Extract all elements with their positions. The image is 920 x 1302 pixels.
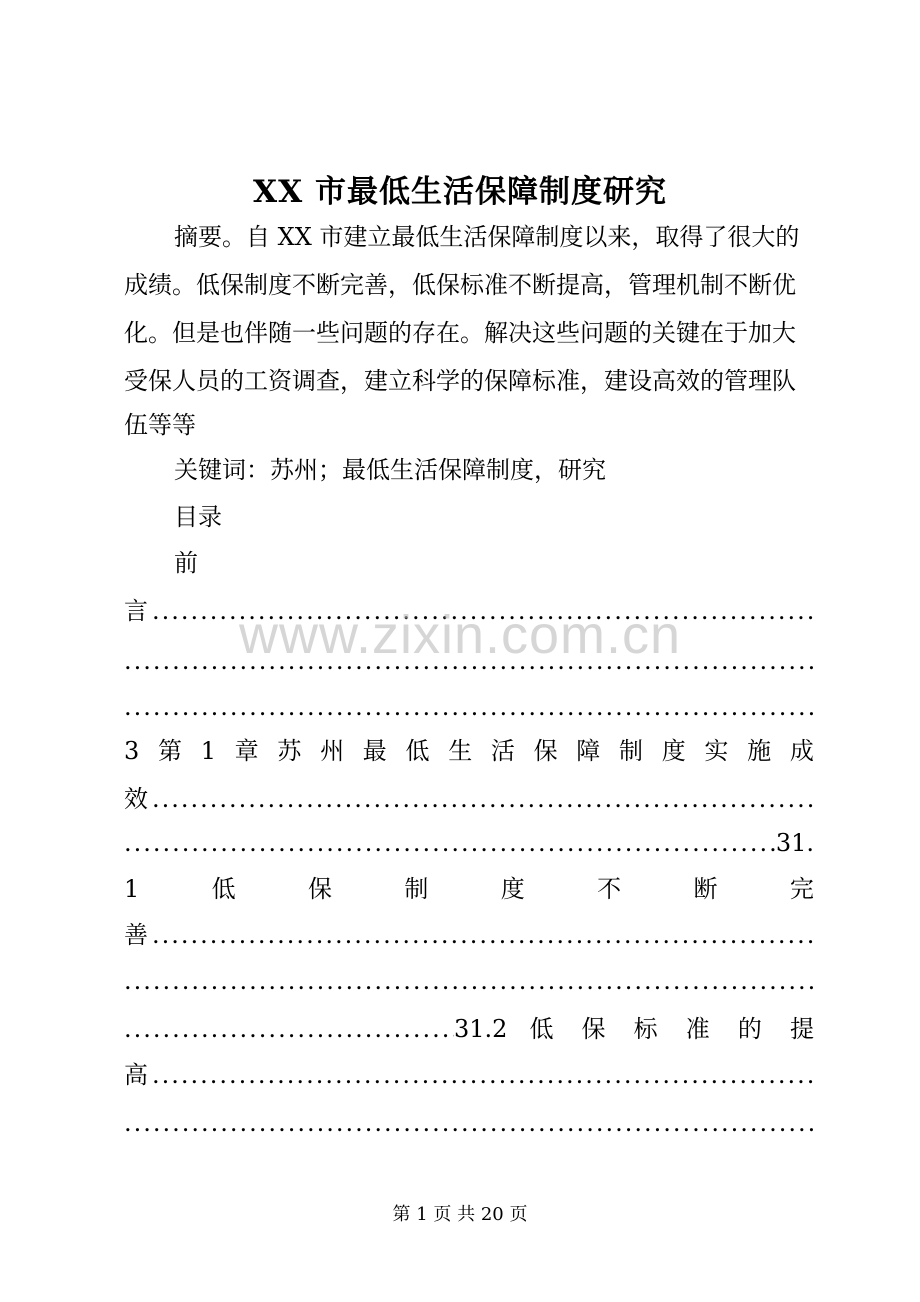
- document-title: XX 市最低生活保障制度研究: [253, 174, 667, 210]
- toc-heading: 目录: [174, 503, 222, 531]
- toc-chapter-1-char: 障: [576, 737, 601, 765]
- leader-dots: [152, 1060, 814, 1090]
- abstract-line-2: [124, 270, 814, 300]
- toc-chapter-1-char: 最: [362, 737, 387, 765]
- toc-entry-preface-start: 前: [174, 549, 198, 577]
- toc-chapter-1-char: 第: [157, 737, 182, 765]
- leader-dots: [124, 828, 776, 858]
- toc-chapter-1-char: 1: [200, 737, 216, 765]
- toc-chapter-1-char: 低: [405, 737, 430, 765]
- toc-chapter-1-char: 施: [747, 737, 772, 765]
- toc-1-1-title: [124, 874, 814, 904]
- toc-chapter-1-char: 制: [619, 737, 643, 765]
- abstract-line-5: 伍等等: [124, 411, 196, 439]
- toc-chapter-1-char: 保: [533, 737, 558, 765]
- abstract-text: 成绩。低保制度不断完善，低保标准不断提高，管理机制不断优: [124, 271, 796, 299]
- toc-1-2-char: 的: [737, 1015, 762, 1043]
- toc-1-1-char: 保: [308, 875, 333, 903]
- toc-1-2-char: 准: [685, 1015, 710, 1043]
- toc-page-number: 31.: [775, 829, 814, 857]
- toc-1-2-cont[interactable]: [124, 1060, 814, 1090]
- toc-chapter-1-char: 生: [448, 737, 473, 765]
- leader-dots-line: [124, 692, 814, 722]
- toc-1-2-char: 保: [581, 1015, 606, 1043]
- toc-1-1-end: 善: [124, 921, 148, 949]
- toc-1-2-end: 高: [124, 1061, 148, 1089]
- toc-page-number: 31.2: [454, 1015, 508, 1043]
- toc-preface-label: 言: [124, 597, 148, 625]
- toc-1-2-char: 提: [789, 1015, 814, 1043]
- toc-chapter-1-char: 活: [490, 737, 515, 765]
- toc-chapter-1-end: 效: [124, 785, 148, 813]
- toc-chapter-1-char: 章: [234, 737, 259, 765]
- toc-1-1-cont[interactable]: [124, 920, 814, 950]
- toc-1-2-char: 低: [529, 1015, 554, 1043]
- leader-dots: [152, 784, 814, 814]
- toc-1-2-char: 标: [633, 1015, 658, 1043]
- toc-1-2-line[interactable]: [124, 1014, 814, 1044]
- toc-chapter-1-char: 州: [320, 737, 345, 765]
- watermark: www.zixin.com.cn: [238, 605, 682, 665]
- toc-chapter-1-page-line: [124, 828, 814, 858]
- abstract-line-1: 摘要。自 XX 市建立最低生活保障制度以来，取得了很大的: [174, 223, 800, 251]
- abstract-line-4: 受保人员的工资调查，建立科学的保障标准，建设高效的管理队: [124, 367, 796, 395]
- toc-1-1-char: 不: [597, 875, 622, 903]
- toc-1-1-char: 完: [789, 875, 814, 903]
- toc-chapter-1-char: 苏: [277, 737, 302, 765]
- abstract-line-3: 化。但是也伴随一些问题的存在。解决这些问题的关键在于加大: [124, 319, 796, 347]
- toc-chapter-1-char: 成: [789, 737, 814, 765]
- page-footer: 第 1 页 共 20 页: [392, 1204, 528, 1225]
- toc-chapter-1-char: 度: [661, 737, 686, 765]
- leader-dots: [152, 920, 814, 950]
- toc-1-1-char: 制: [404, 875, 429, 903]
- toc-1-1-char: 低: [211, 875, 236, 903]
- toc-chapter-1-title: [124, 736, 814, 766]
- toc-entry-chapter-1[interactable]: [124, 736, 814, 766]
- toc-1-1-char: 度: [500, 875, 525, 903]
- leader-dots-line: [124, 1108, 814, 1138]
- toc-chapter-1-char: 实: [704, 737, 729, 765]
- toc-1-1-char: 1: [124, 875, 140, 903]
- toc-chapter-1-cont[interactable]: [124, 784, 814, 814]
- toc-entry-1-1[interactable]: [124, 874, 814, 904]
- toc-1-1-char: 断: [693, 875, 718, 903]
- keywords: 关键词：苏州；最低生活保障制度，研究: [174, 456, 606, 484]
- leader-dots: [124, 1014, 454, 1044]
- toc-page-number: 3: [124, 737, 140, 765]
- toc-1-2-title: [529, 1014, 814, 1044]
- leader-dots-line: [124, 966, 814, 996]
